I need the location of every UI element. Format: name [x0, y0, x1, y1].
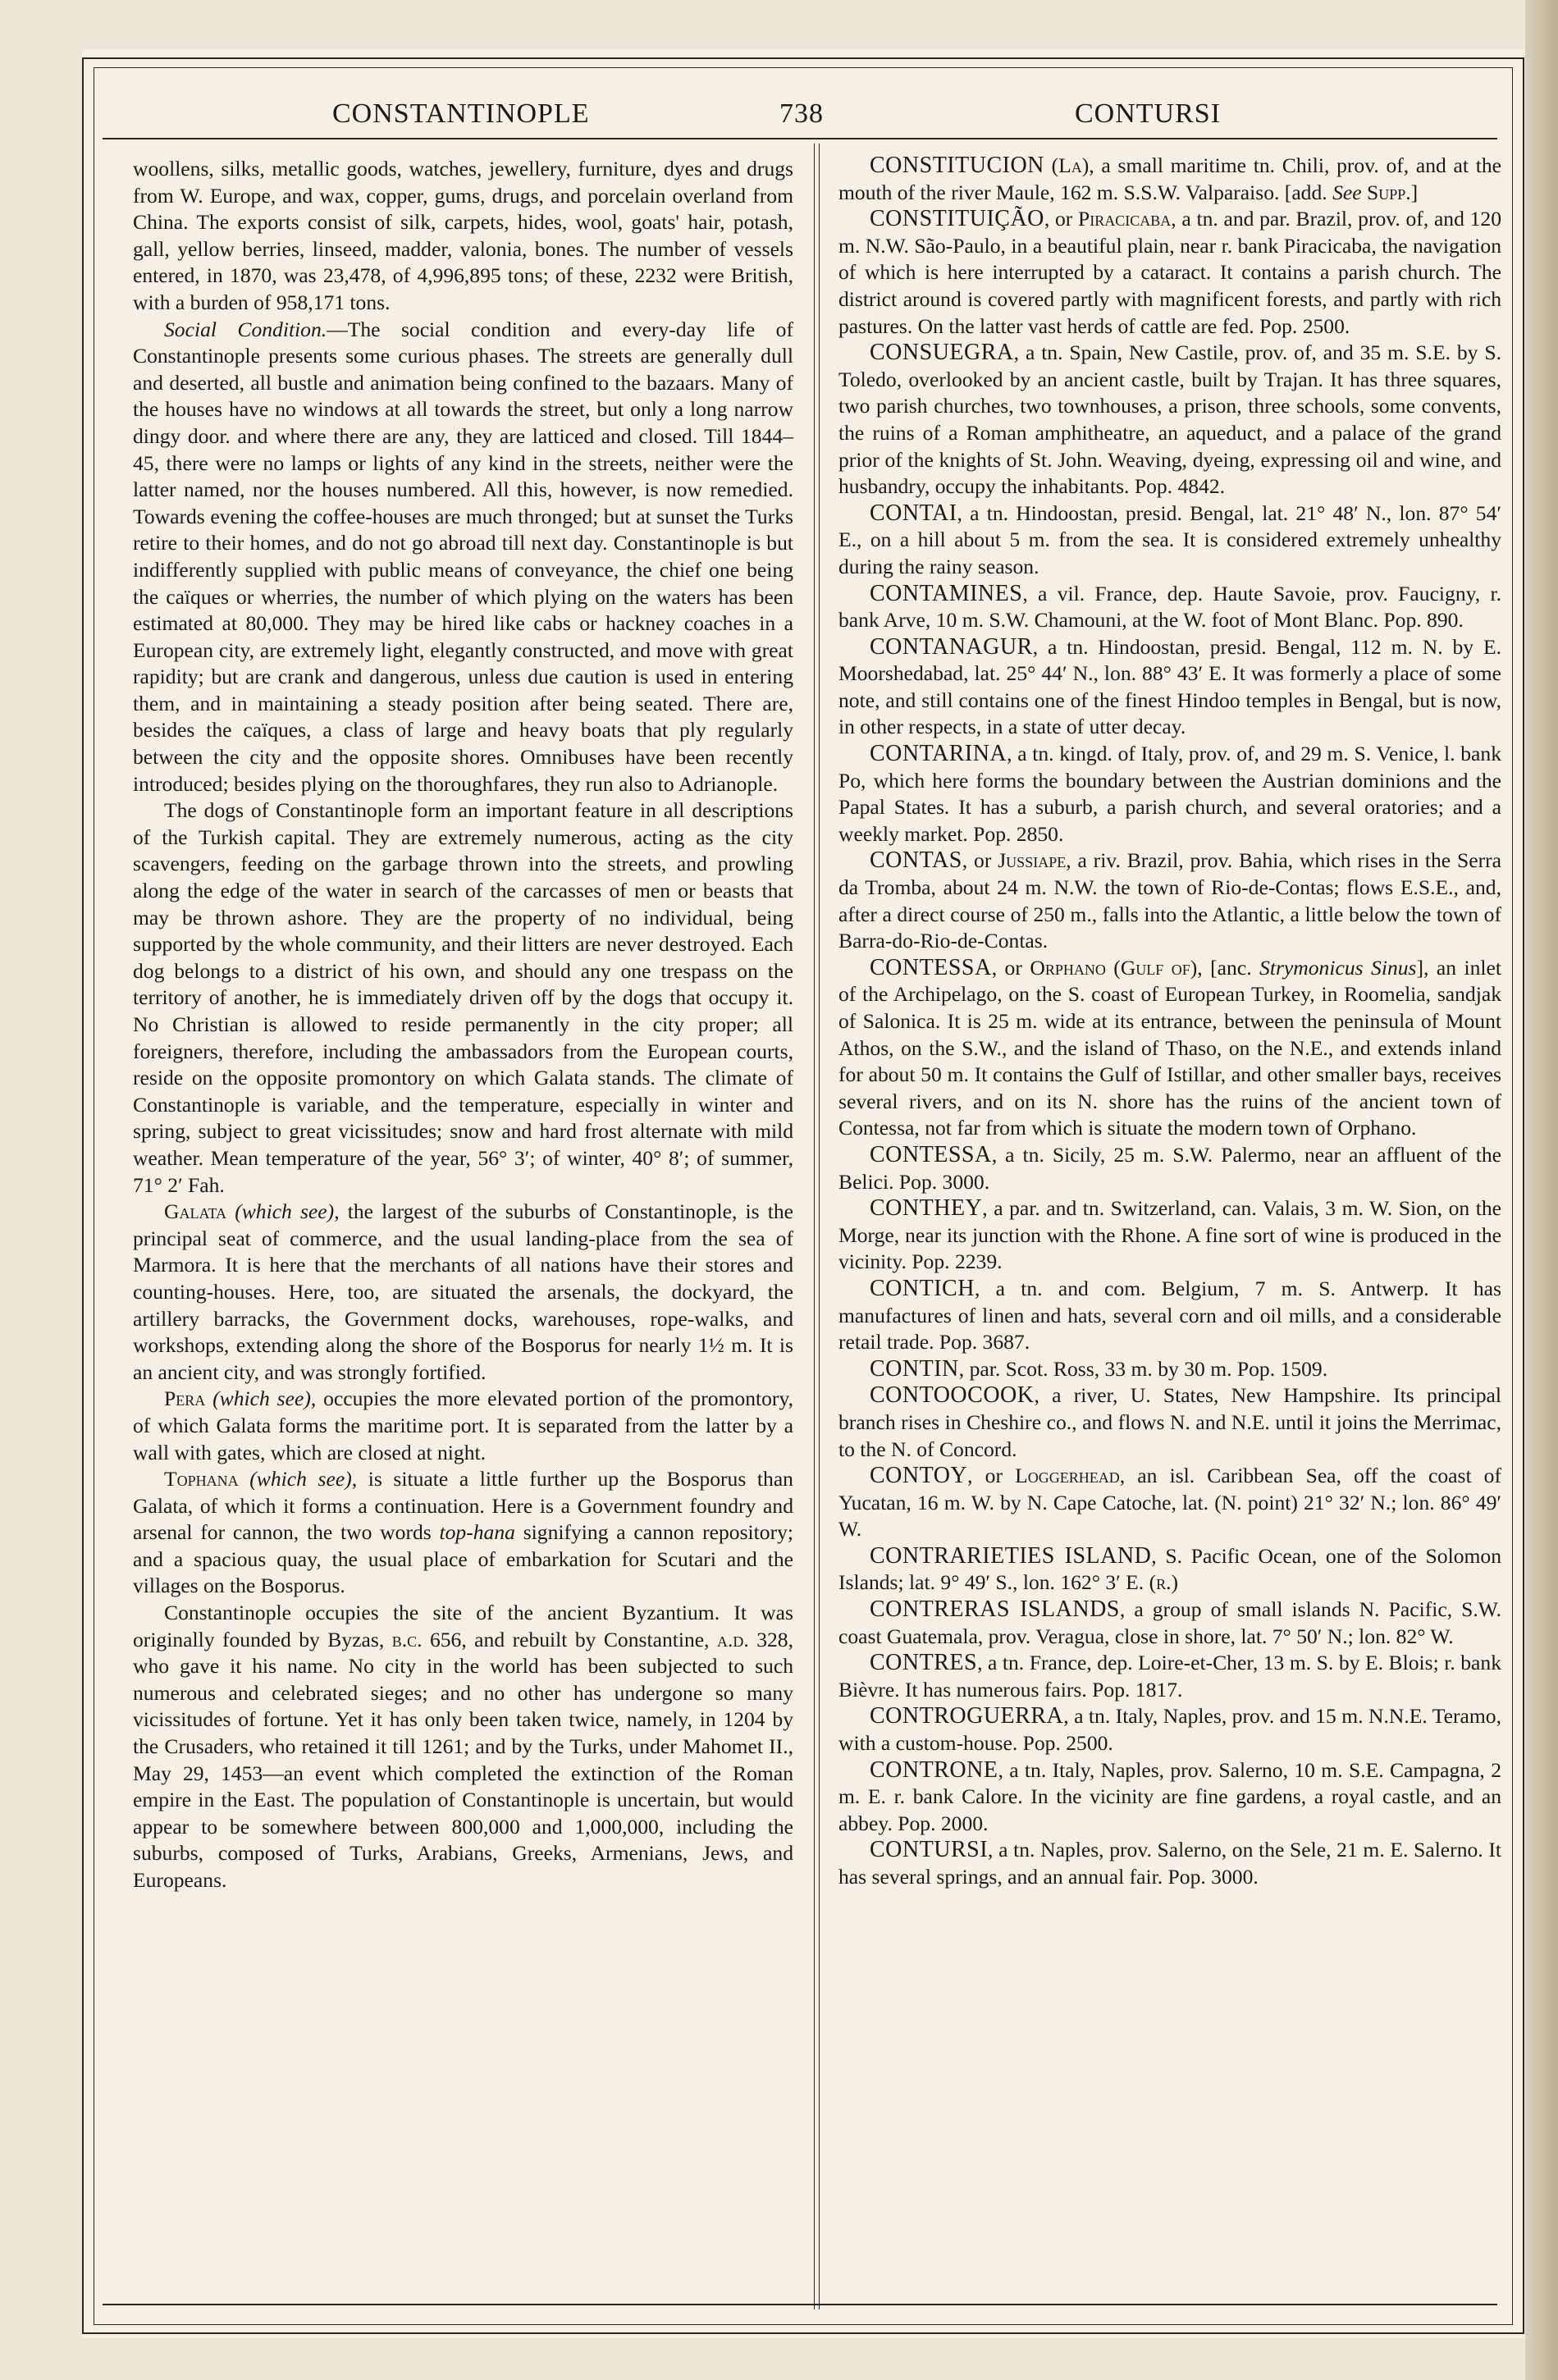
entry-controne: CONTRONE, a tn. Italy, Naples, prov. Salerno, 10 m. S.E. Campagna, 2 m. E. r. bank Calore. In the vicinity are fine gardens, a royal castle, and an abbey. Pop. 2000.: [838, 1756, 1501, 1835]
entry-constitucion: CONSTITUCION (La), a small maritime tn. Chili, prov. of, and at the mouth of the river Maule, 162 m. S.S.W. Valparaiso. [add. See Supp.]: [838, 153, 1501, 204]
paragraph-galata: Galata (which see), the largest of the suburbs of Constantinople, is the principal seat of commerce, and the usual landing-place from the sea of Marmora. It is here that the merchants of all nations have their stores and counting-houses. Here, too, are situated the arsenals, the dockyard, the artillery barracks, the Government docks, warehouses, rope-walks, and workshops, extending along the shore of the Bosporus for nearly 1½ m. It is an ancient city, and was strongly fortified.: [133, 1199, 794, 1384]
entry-constituicao: CONSTITUIÇÃO, or Piracicaba, a tn. and par. Brazil, prov. of, and 120 m. N.W. São-Paulo, in a beautiful plain, near r. bank Piracicaba, the navigation of which is here interrupted by a cataract. It contains a parish church. The district around is covered partly with magnificent forests, and partly with rich pastures. On the latter vast herds of cattle are fed. Pop. 2500.: [838, 206, 1501, 338]
entry-contamines: CONTAMINES, a vil. France, dep. Haute Savoie, prov. Faucigny, r. bank Arve, 10 m. S.W. Chamouni, at the W. foot of Mont Blanc. Pop. 890.: [838, 580, 1501, 633]
entry-contanagur: CONTANAGUR, a tn. Hindoostan, presid. Bengal, 112 m. N. by E. Moorshedabad, lat. 25° 44′ N., lon. 88° 43′ E. It was formerly a place of some note, and still contains one of the finest Hindoo temples in Bengal, but is now, in other respects, in a state of utter decay.: [838, 633, 1501, 739]
header-left-word: CONSTANTINOPLE: [332, 98, 590, 129]
paragraph-social-condition: Social Condition.—The social condition and every-day life of Constantinople presents some curious phases. The streets are generally dull and deserted, all bustle and animation being confined to the bazaars. Many of the houses have no windows at all towards the street, but only a long narrow dingy door. and where there are any, they are latticed and closed. Till 1844–45, there were no lamps or lights of any kind in the streets, neither were the latter named, nor the houses numbered. All this, however, is now remedied. Towards evening the coffee-houses are much thronged; but at sunset the Turks retire to their homes, and do not go abroad till next day. Constantinople is but indifferently supplied with public means of conveyance, the chief one being the caïques or wherries, the number of which plying on the waters has been estimated at 80,000. They may be hired like cabs or hackney coaches in a European city, are extremely light, elegantly constructed, and move with great rapidity; but are crank and dangerous, unless due caution is used in entering them, and in maintaining a steady position after being seated. There are, besides the caïques, a class of large and heavy boats that ply regularly between the city and the opposite shores. Omnibuses have been recently introduced; besides plying on the thoroughfares, they run also to Adrianople.: [133, 317, 793, 796]
header-rule: [103, 138, 1497, 139]
paragraph-history: Constantinople occupies the site of the ancient Byzantium. It was originally founded by Byzas, b.c. 656, and rebuilt by Constantine, a.d. 328, who gave it his name. No city in the world has been subjected to such numerous and celebrated sieges; and no other has undergone so many vicissitudes of fortune. Yet it has only been taken twice, namely, in 1204 by the Crusaders, who retained it till 1261; and by the Turks, under Mahomet II., May 29, 1453—an event which completed the extinction of the Roman empire in the East. The population of Constantinople is uncertain, but would appear to be somewhere between 800,000 and 1,000,000, including the suburbs, composed of Turks, Arabians, Greeks, Armenians, Jews, and Europeans.: [133, 1601, 793, 1892]
column-divider: [814, 144, 815, 2309]
entry-contoy: CONTOY, or Loggerhead, an isl. Caribbean Sea, off the coast of Yucatan, 16 m. W. by N. Cape Catoche, lat. (N. point) 21° 32′ N.; lon. 86° 49′ W.: [838, 1463, 1502, 1542]
entry-contessa-gulf: CONTESSA, or Orphano (Gulf of), [anc. Strymonicus Sinus], an inlet of the Archipelago, on the S. coast of European Turkey, in Roomelia, sandjak of Salonica. It is 25 m. wide at its entrance, between the peninsula of Mount Athos, on the S.W., and the island of Thaso, on the N.E., and extends inland for about 50 m. It contains the Gulf of Istillar, and other smaller bays, receives several rivers, and on its N. shore has the ruins of the ancient town of Contessa, not far from which is situate the modern town of Orphano.: [838, 954, 1501, 1140]
paragraph-trade: woollens, silks, metallic goods, watches, jewellery, furniture, dyes and drugs from W. Europe, and wax, copper, gums, drugs, and porcelain overland from China. The exports consist of silk, carpets, hides, wool, goats' hair, potash, gall, yellow berries, linseed, madder, valonia, bones. The number of vessels entered, in 1870, was 23,478, of 4,996,895 tons; of these, 2232 were British, with a burden of 958,171 tons.: [133, 157, 793, 314]
entry-contich: CONTICH, a tn. and com. Belgium, 7 m. S. Antwerp. It has manufactures of linen and hats, several corn and oil mills, and a considerable retail trade. Pop. 3687.: [838, 1275, 1501, 1354]
entry-contai: CONTAI, a tn. Hindoostan, presid. Bengal, lat. 21° 48′ N., lon. 87° 54′ E., on a hill about 5 m. from the sea. It is considered extremely unhealthy during the rainy season.: [838, 500, 1501, 578]
entry-contres: CONTRES, a tn. France, dep. Loire-et-Cher, 13 m. S. by E. Blois; r. bank Bièvre. It has numerous fairs. Pop. 1817.: [838, 1650, 1501, 1702]
page-number: 738: [779, 98, 824, 129]
left-column: [133, 156, 793, 1894]
paragraph-dogs-climate: The dogs of Constantinople form an important feature in all descriptions of the Turkish capital. They are extremely numerous, acting as the city scavengers, feeding on the garbage thrown into the streets, and prowling along the edge of the water in search of the carcasses of men or beasts that may be thrown ashore. They are the property of no individual, being supported by the whole community, and their litters are never destroyed. Each dog belongs to a district of his own, and should any one trespass on the territory of another, he is immediately driven off by the dogs that occupy it. No Christian is allowed to reside permanently in the city proper; all foreigners, therefore, including the ambassadors from the European courts, reside on the opposite promontory on which Galata stands. The climate of Constantinople is variable, and the temperature, especially in winter and spring, subject to great vicissitudes; snow and hard frost alternate with mild weather. Mean temperature of the year, 56° 3′; of winter, 40° 8′; of summer, 71° 2′ Fah.: [133, 798, 793, 1197]
column-divider-second: [819, 144, 820, 2309]
entry-controguerra: CONTROGUERRA, a tn. Italy, Naples, prov. and 15 m. N.N.E. Teramo, with a custom-house. Pop. 2500.: [838, 1703, 1501, 1756]
right-column: [838, 153, 1501, 1891]
entry-contin: CONTIN, par. Scot. Ross, 33 m. by 30 m. Pop. 1509.: [870, 1355, 1328, 1382]
entry-contessa-sicily: CONTESSA, a tn. Sicily, 25 m. S.W. Palermo, near an affluent of the Belici. Pop. 3000.: [838, 1141, 1501, 1194]
paragraph-pera: Pera (which see), occupies the more elevated portion of the promontory, of which Galata forms the maritime port. It is separated from the latter by a wall with gates, which are closed at night.: [133, 1386, 793, 1464]
running-header: [103, 92, 1497, 133]
entry-contarina: CONTARINA, a tn. kingd. of Italy, prov. of, and 29 m. S. Venice, l. bank Po, which here forms the boundary between the Austrian dominions and the Papal States. It has a suburb, a parish church, and several oratories; and a weekly market. Pop. 2850.: [838, 741, 1501, 846]
entry-consuegra: CONSUEGRA, a tn. Spain, New Castile, prov. of, and 35 m. S.E. by S. Toledo, overlooked by an ancient castle, built by Trajan. It has three squares, two parish churches, two townhouses, a prison, three schools, some convents, the ruins of a Roman amphitheatre, an aqueduct, and a palace of the grand prior of the knights of St. John. Weaving, dyeing, expressing oil and wine, and husbandry, occupy the inhabitants. Pop. 4842.: [838, 340, 1501, 499]
paragraph-tophana: Tophana (which see), is situate a little further up the Bosporus than Galata, of which it forms a continuation. Here is a Government foundry and arsenal for cannon, the two words top-hana signifying a cannon repository; and a spacious quay, the usual place of embarkation for Scutari and the villages on the Bosporus.: [133, 1467, 794, 1598]
entry-contreras-islands: CONTRERAS ISLANDS, a group of small islands N. Pacific, S.W. coast Guatemala, prov. Veragua, close in shore, lat. 7° 50′ N.; lon. 82° W.: [838, 1597, 1502, 1648]
entry-contoocook: CONTOOCOOK, a river, U. States, New Hampshire. Its principal branch rises in Cheshire co., and flows N. and N.E. until it joins the Merrimac, to the N. of Concord.: [838, 1382, 1501, 1461]
book-spine: [1525, 0, 1558, 2380]
header-right-word: CONTURSI: [1075, 98, 1222, 129]
entry-contas: CONTAS, or Jussiape, a riv. Brazil, prov. Bahia, which rises in the Serra da Tromba, about 24 m. N.W. the town of Rio-de-Contas; flows E.S.E., and, after a direct course of 250 m., falls into the Atlantic, a little below the town of Barra-do-Rio-de-Contas.: [838, 847, 1501, 953]
entry-contrarieties-island: CONTRARIETIES ISLAND, S. Pacific Ocean, one of the Solomon Islands; lat. 9° 49′ S., lon. 162° 3′ E. (r.): [838, 1542, 1501, 1595]
entry-contursi: CONTURSI, a tn. Naples, prov. Salerno, on the Sele, 21 m. E. Salerno. It has several springs, and an annual fair. Pop. 3000.: [838, 1837, 1501, 1889]
entry-conthey: CONTHEY, a par. and tn. Switzerland, can. Valais, 3 m. W. Sion, on the Morge, near its junction with the Rhone. A fine sort of wine is produced in the vicinity. Pop. 2239.: [838, 1195, 1501, 1274]
bottom-rule: [103, 2304, 1497, 2305]
